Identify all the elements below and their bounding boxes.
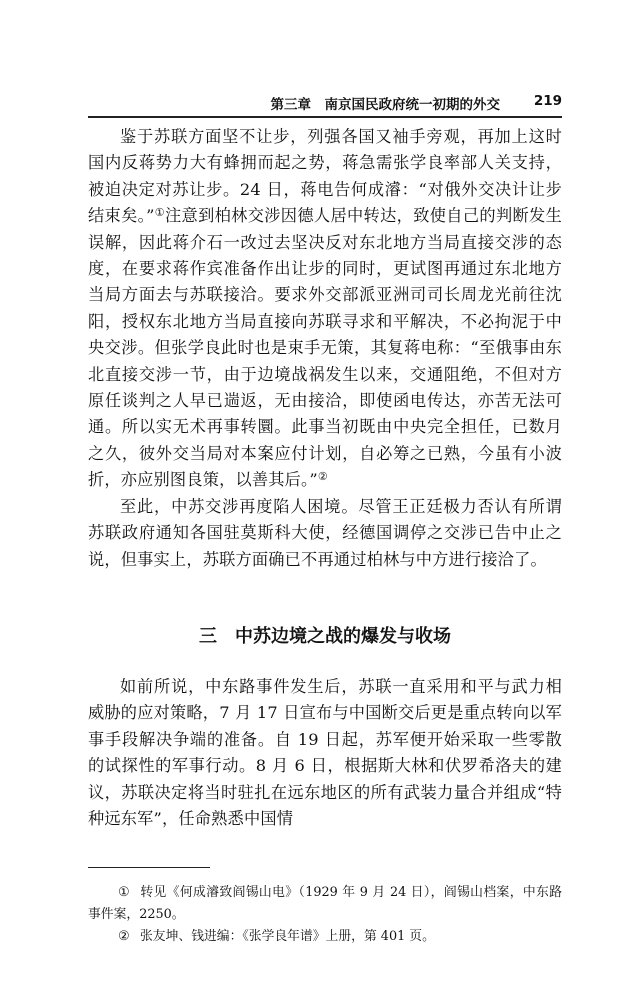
footnote-1-mark: ①: [118, 885, 130, 900]
paragraph-3: 如前所说，中东路事件发生后，苏联一直采用和平与武力相威胁的应对策略，7 月 17 日宣布与中国断交后更是重点转向以军事手段解决争端的准备。自 19 日起，苏军便开始采取一些零散的试探性的军事行动。8 月 6 日，根据斯大林和伏罗希洛夫的建议，苏联决定将当时驻扎在远东地区的所有武装力量合并组成“特种远东军”，任命熟悉中国情: [88, 677, 562, 829]
page-number: 219: [533, 93, 562, 109]
footnote-2: [88, 926, 562, 948]
footnote-ref-2: ②: [317, 470, 328, 484]
section-heading: [88, 622, 562, 648]
footnote-ref-1: ①: [154, 206, 165, 220]
footnote-2-mark: ②: [118, 929, 130, 944]
running-header: [88, 93, 562, 115]
footnote-rule: [88, 867, 210, 868]
header-rule: [88, 116, 562, 118]
paragraph-1-text: 鉴于苏联方面坚不让步，列强各国又袖手旁观，再加上这时国内反蒋势力大有蜂拥而起之势，蒋急需张学良率部人关支持，被迫决定对苏让步。24 日，蒋电告何成濬：“对俄外交决计让步结束矣。”: [88, 127, 562, 226]
main-text: [88, 124, 562, 573]
footnotes: [88, 882, 562, 948]
footnote-2-text: 张友坤、钱进编：《张学良年谱》上册，第 401 页。: [140, 929, 435, 944]
section-title: 中苏边境之战的爆发与收场: [235, 626, 451, 647]
paragraph-1-continuation: 注意到柏林交涉因德人居中转达，致使自己的判断发生误解，因此蒋介石一改过去坚决反对东北地方当局直接交涉的态度，在要求蒋作宾准备作出让步的同时，更试图再通过东北地方当局方面去与苏联接洽。要求外交部派亚洲司司长周龙光前往沈阳，授权东北地方当局直接向苏联寻求和平解决，不必拘泥于中央交涉。但张学良此时也是束手无策，其复蒋电称：“至俄事由东北直接交涉一节，由于边境战祸发生以来，交通阻绝，不但对方原任谈判之人早已遄返，无由接洽，即使函电传达，亦苦无法可通。所以实无术再事转圜。此事当初既由中央完全担任，已数月之久，彼外交当局对本案应付计划，自必筹之已熟，今虽有小波折，亦应别图良策，以善其后。”: [88, 206, 562, 490]
footnote-1-text: 转见《何成濬致阎锡山电》（1929 年 9 月 24 日），阎锡山档案，中东路事件案，2250。: [88, 885, 562, 922]
chapter-title: 第三章 南京国民政府统一初期的外交: [270, 97, 500, 113]
section-text: [88, 674, 562, 832]
section-number: 三: [199, 626, 217, 647]
paragraph-1: [88, 124, 562, 494]
footnote-1: [88, 882, 562, 926]
paragraph-2: 至此，中苏交涉再度陷人困境。尽管王正廷极力否认有所谓苏联政府通知各国驻莫斯科大使，经德国调停之交涉已告中止之说，但事实上，苏联方面确已不再通过柏林与中方进行接洽了。: [88, 496, 562, 569]
